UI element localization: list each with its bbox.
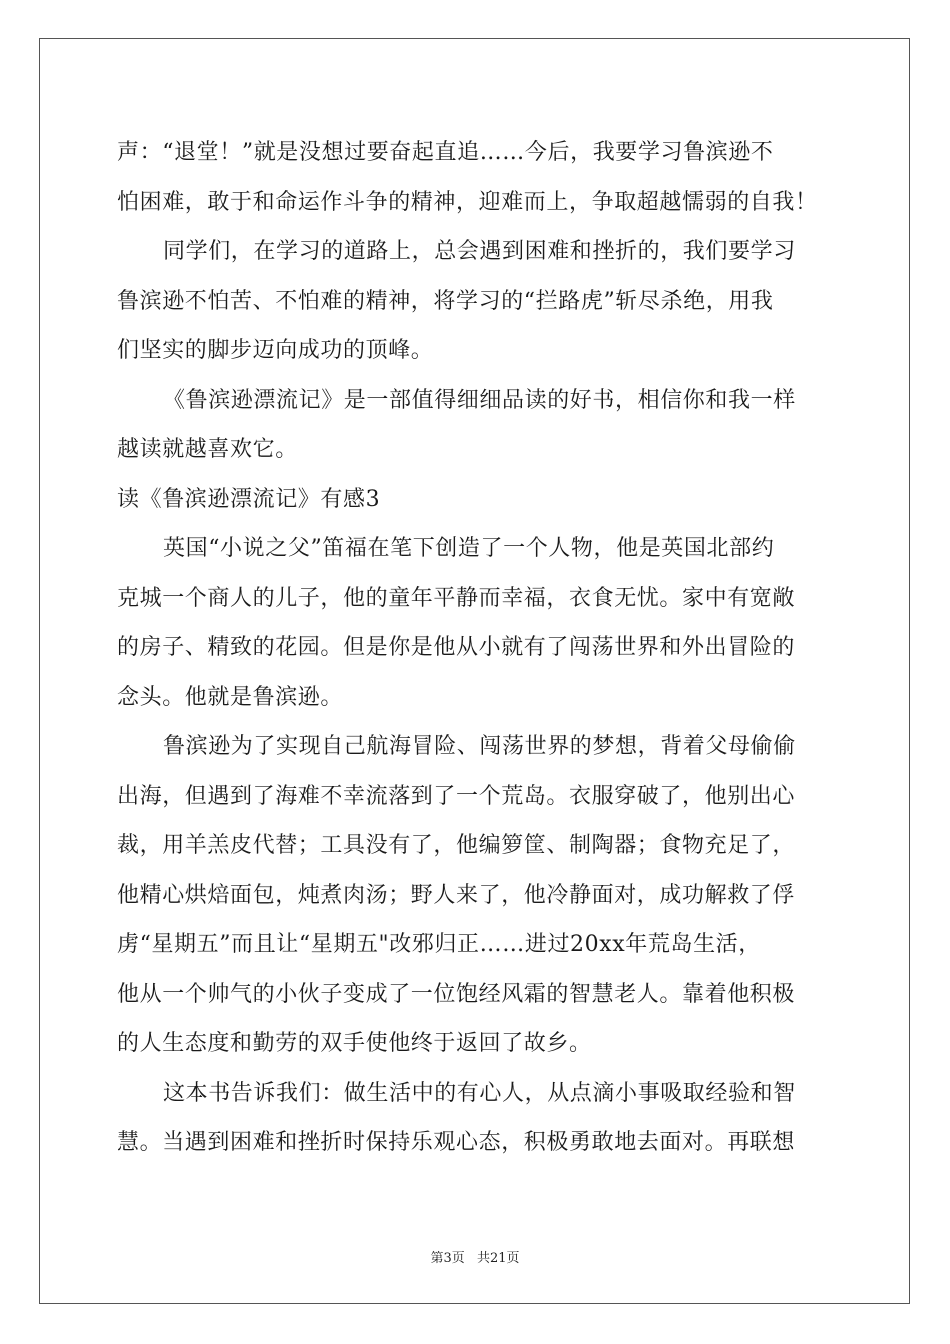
text-line: 念头。他就是鲁滨逊。 [117,684,344,710]
text-line: 裁，用羊羔皮代替；工具没有了，他编箩筐、制陶器；食物充足了， [117,833,796,858]
paragraph-start: 《鲁滨逊漂流记》是一部值得细细品读的好书，相信你和我一样 [163,387,796,413]
text-line: 虏“星期五”而且让“星期五"改邪归正……进过20xx年荒岛生活， [117,932,761,957]
text-line: 鲁滨逊不怕苦、不怕难的精神，将学习的“拦路虎”斩尽杀绝，用我 [117,288,774,314]
text-line: 克城一个商人的儿子，他的童年平静而幸福，衣食无忧。家中有宽敞 [117,585,796,611]
page-total: 共21页 [476,1251,520,1266]
text-line: 怕困难，敢于和命运作斗争的精神，迎难而上，争取超越懦弱的自我！ [117,189,818,215]
text-line: 声：“退堂！”就是没想过要奋起直追……今后，我要学习鲁滨逊不 [117,140,774,165]
page-number: 第3页 [430,1251,465,1266]
text-line: 们坚实的脚步迈向成功的顶峰。 [117,338,434,363]
section-title: 读《鲁滨逊漂流记》有感3 [117,486,381,512]
text-line: 他从一个帅气的小伙子变成了一位饱经风霜的智慧老人。靠着他积极 [117,981,796,1007]
text-line: 慧。当遇到困难和挫折时保持乐观心态，积极勇敢地去面对。再联想 [117,1130,796,1155]
paragraph-start: 英国“小说之父”笛福在笔下创造了一个人物，他是英国北部约 [163,536,775,561]
document-body [117,128,833,1168]
text-line: 越读就越喜欢它。 [117,437,298,462]
text-line: 出海，但遇到了海难不幸流落到了一个荒岛。衣服穿破了，他别出心 [117,783,796,809]
paragraph-start: 这本书告诉我们：做生活中的有心人，从点滴小事吸取经验和智 [163,1080,796,1106]
text-line: 的房子、精致的花园。但是你是他从小就有了闯荡世界和外出冒险的 [117,635,796,660]
paragraph-start: 同学们，在学习的道路上，总会遇到困难和挫折的，我们要学习 [163,239,796,264]
text-line: 他精心烘焙面包，炖煮肉汤；野人来了，他冷静面对，成功解救了俘 [117,882,796,908]
text-line: 的人生态度和勤劳的双手使他终于返回了故乡。 [117,1031,592,1056]
page-footer [0,1247,950,1266]
paragraph-start: 鲁滨逊为了实现自己航海冒险、闯荡世界的梦想，背着父母偷偷 [163,734,796,759]
